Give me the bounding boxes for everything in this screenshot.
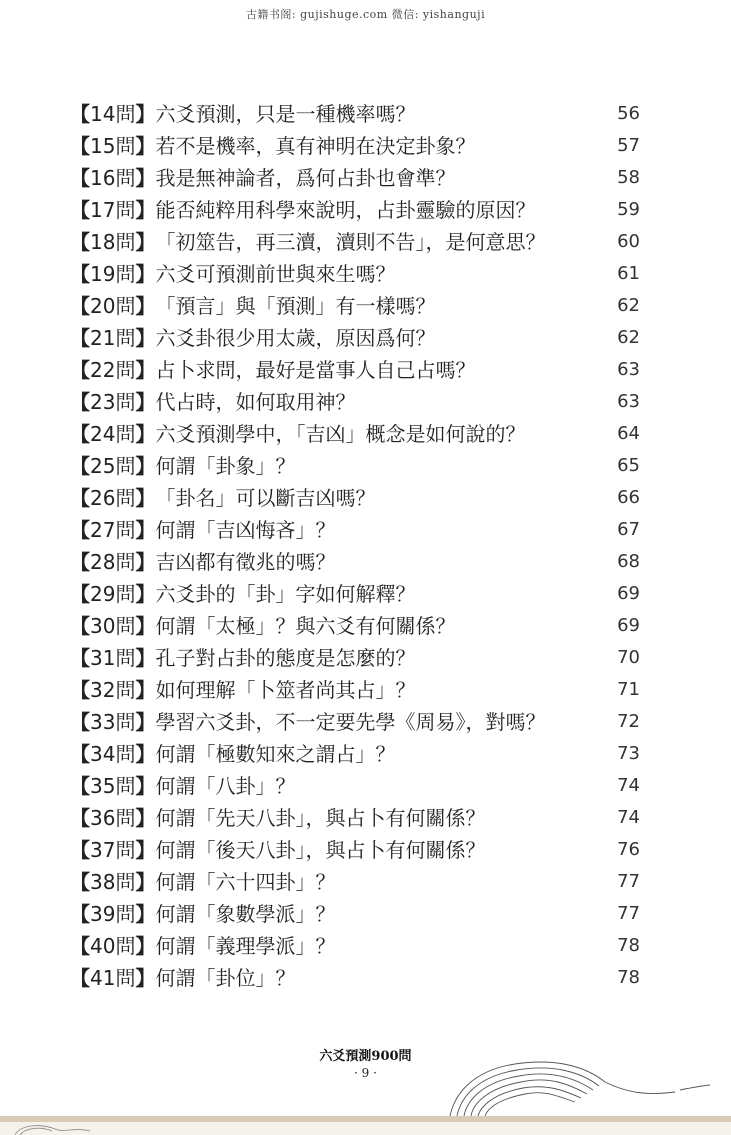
toc-page-number: 69	[617, 615, 640, 636]
toc-row	[70, 354, 650, 386]
toc-page-number: 65	[617, 455, 640, 476]
toc-number-text: 30問	[90, 614, 136, 638]
toc-number-text: 31問	[90, 646, 136, 670]
toc-row	[70, 258, 650, 290]
toc-number-text: 16問	[90, 166, 136, 190]
toc-question-text: 六爻可預測前世與來生嗎？	[155, 262, 396, 286]
toc-page-number: 74	[617, 775, 640, 796]
toc-row	[70, 898, 650, 930]
toc-question-number: 【35問】	[70, 774, 156, 798]
toc-row	[70, 418, 650, 450]
toc-page-number: 62	[617, 327, 640, 348]
toc-question-number: 【17問】	[70, 198, 156, 222]
toc-question-text: 何謂「象數學派」？	[155, 902, 336, 926]
toc-page-number: 69	[617, 583, 640, 604]
toc-question-text: 能否純粹用科學來說明，占卦靈驗的原因？	[155, 198, 536, 222]
toc-row	[70, 546, 650, 578]
toc-question-number: 【25問】	[70, 454, 156, 478]
toc-number-text: 21問	[90, 326, 136, 350]
toc-row	[70, 930, 650, 962]
toc-question-number: 【37問】	[70, 838, 156, 862]
toc-row	[70, 802, 650, 834]
toc-page-number: 63	[617, 391, 640, 412]
toc-number-text: 18問	[90, 230, 136, 254]
toc-question-text: 「卦名」可以斷吉凶嗎？	[155, 486, 376, 510]
toc-row	[70, 482, 650, 514]
toc-question-number: 【36問】	[70, 806, 156, 830]
toc-question-number: 【34問】	[70, 742, 156, 766]
toc-row	[70, 674, 650, 706]
toc-question-text: 何謂「八卦」？	[155, 774, 296, 798]
toc-page-number: 66	[617, 487, 640, 508]
toc-question-number: 【23問】	[70, 390, 156, 414]
toc-row	[70, 866, 650, 898]
toc-question-number: 【39問】	[70, 902, 156, 926]
toc-question-number: 【31問】	[70, 646, 156, 670]
toc-number-text: 27問	[90, 518, 136, 542]
toc-row	[70, 130, 650, 162]
toc-question-number: 【33問】	[70, 710, 156, 734]
toc-row	[70, 162, 650, 194]
toc-question-number: 【27問】	[70, 518, 156, 542]
toc-page-number: 71	[617, 679, 640, 700]
toc-row	[70, 610, 650, 642]
toc-page-number: 63	[617, 359, 640, 380]
toc-question-text: 何謂「太極」？與六爻有何關係？	[155, 614, 456, 638]
toc-number-text: 25問	[90, 454, 136, 478]
toc-number-text: 41問	[90, 966, 136, 990]
toc-question-text: 孔子對占卦的態度是怎麼的？	[155, 646, 416, 670]
toc-number-text: 20問	[90, 294, 136, 318]
toc-number-text: 15問	[90, 134, 136, 158]
toc-question-number: 【14問】	[70, 102, 156, 126]
toc-question-number: 【30問】	[70, 614, 156, 638]
wave-decoration	[445, 1052, 715, 1118]
toc-question-number: 【19問】	[70, 262, 156, 286]
toc-question-text: 何謂「極數知來之謂占」？	[155, 742, 396, 766]
toc-page-number: 56	[617, 103, 640, 124]
toc-number-text: 28問	[90, 550, 136, 574]
toc-page-number: 67	[617, 519, 640, 540]
toc-number-text: 23問	[90, 390, 136, 414]
toc-page-number: 73	[617, 743, 640, 764]
toc-question-text: 學習六爻卦，不一定要先學《周易》，對嗎？	[155, 710, 546, 734]
toc-number-text: 35問	[90, 774, 136, 798]
toc-number-text: 14問	[90, 102, 136, 126]
toc-page-number: 59	[617, 199, 640, 220]
toc-question-number: 【18問】	[70, 230, 156, 254]
toc-question-text: 何謂「吉凶悔吝」？	[155, 518, 336, 542]
toc-page-number: 78	[617, 967, 640, 988]
toc-question-text: 若不是機率，真有神明在決定卦象？	[155, 134, 476, 158]
toc-question-text: 「預言」與「預測」有一樣嗎？	[155, 294, 436, 318]
toc-number-text: 22問	[90, 358, 136, 382]
toc-row	[70, 962, 650, 994]
toc-question-text: 六爻預測，只是一種機率嗎？	[155, 102, 416, 126]
toc-row	[70, 226, 650, 258]
toc-row	[70, 514, 650, 546]
toc-question-number: 【16問】	[70, 166, 156, 190]
toc-number-text: 19問	[90, 262, 136, 286]
toc-page-number: 57	[617, 135, 640, 156]
toc-question-number: 【15問】	[70, 134, 156, 158]
toc-number-text: 33問	[90, 710, 136, 734]
toc-page-number: 64	[617, 423, 640, 444]
toc-question-text: 代占時，如何取用神？	[155, 390, 356, 414]
toc-question-number: 【22問】	[70, 358, 156, 382]
toc-question-text: 何謂「後天八卦」，與占卜有何關係？	[155, 838, 486, 862]
toc-question-text: 六爻預測學中，「吉凶」概念是如何說的？	[155, 422, 526, 446]
table-of-contents	[70, 98, 650, 994]
toc-number-text: 36問	[90, 806, 136, 830]
toc-row	[70, 834, 650, 866]
toc-page-number: 74	[617, 807, 640, 828]
toc-row	[70, 450, 650, 482]
toc-page-number: 62	[617, 295, 640, 316]
toc-question-text: 我是無神論者，爲何占卦也會準？	[155, 166, 456, 190]
toc-question-number: 【38問】	[70, 870, 156, 894]
toc-question-text: 六爻卦很少用太歲，原因爲何？	[155, 326, 436, 350]
toc-question-number: 【20問】	[70, 294, 156, 318]
toc-page-number: 77	[617, 903, 640, 924]
toc-question-text: 如何理解「卜筮者尚其占」？	[155, 678, 416, 702]
toc-page-number: 58	[617, 167, 640, 188]
toc-page-number: 78	[617, 935, 640, 956]
toc-row	[70, 194, 650, 226]
toc-number-text: 29問	[90, 582, 136, 606]
toc-number-text: 39問	[90, 902, 136, 926]
toc-number-text: 37問	[90, 838, 136, 862]
toc-page-number: 72	[617, 711, 640, 732]
toc-row	[70, 290, 650, 322]
toc-question-text: 何謂「義理學派」？	[155, 934, 336, 958]
toc-row	[70, 386, 650, 418]
toc-question-text: 何謂「六十四卦」？	[155, 870, 336, 894]
toc-question-number: 【26問】	[70, 486, 156, 510]
toc-question-text: 占卜求問，最好是當事人自己占嗎？	[155, 358, 476, 382]
toc-row	[70, 770, 650, 802]
footer-page-number: · 9 ·	[354, 1066, 377, 1080]
toc-number-text: 38問	[90, 870, 136, 894]
toc-row	[70, 738, 650, 770]
toc-number-text: 24問	[90, 422, 136, 446]
toc-question-text: 吉凶都有徵兆的嗎？	[155, 550, 336, 574]
toc-question-text: 何謂「卦象」？	[155, 454, 296, 478]
toc-row	[70, 578, 650, 610]
toc-row	[70, 642, 650, 674]
swirl-ornament	[10, 1123, 100, 1135]
toc-question-text: 何謂「先天八卦」，與占卜有何關係？	[155, 806, 486, 830]
toc-question-number: 【40問】	[70, 934, 156, 958]
toc-question-text: 六爻卦的「卦」字如何解釋？	[155, 582, 416, 606]
toc-row	[70, 98, 650, 130]
toc-question-number: 【32問】	[70, 678, 156, 702]
toc-page-number: 70	[617, 647, 640, 668]
toc-row	[70, 322, 650, 354]
toc-question-number: 【29問】	[70, 582, 156, 606]
header-watermark: 古籍书阁: gujishuge.com 微信: yishanguji	[245, 8, 486, 21]
footer-book-title: 六爻預測900問	[319, 1049, 412, 1064]
toc-question-text: 「初筮告，再三瀆，瀆則不告」，是何意思？	[155, 230, 546, 254]
toc-number-text: 32問	[90, 678, 136, 702]
toc-page-number: 60	[617, 231, 640, 252]
toc-number-text: 34問	[90, 742, 136, 766]
toc-page-number: 77	[617, 871, 640, 892]
toc-number-text: 40問	[90, 934, 136, 958]
toc-question-number: 【24問】	[70, 422, 156, 446]
toc-question-number: 【41問】	[70, 966, 156, 990]
toc-question-number: 【21問】	[70, 326, 156, 350]
toc-question-text: 何謂「卦位」？	[155, 966, 296, 990]
toc-page-number: 68	[617, 551, 640, 572]
bottom-strip	[0, 1122, 731, 1135]
toc-number-text: 26問	[90, 486, 136, 510]
toc-row	[70, 706, 650, 738]
toc-number-text: 17問	[90, 198, 136, 222]
toc-page-number: 76	[617, 839, 640, 860]
toc-page-number: 61	[617, 263, 640, 284]
toc-question-number: 【28問】	[70, 550, 156, 574]
